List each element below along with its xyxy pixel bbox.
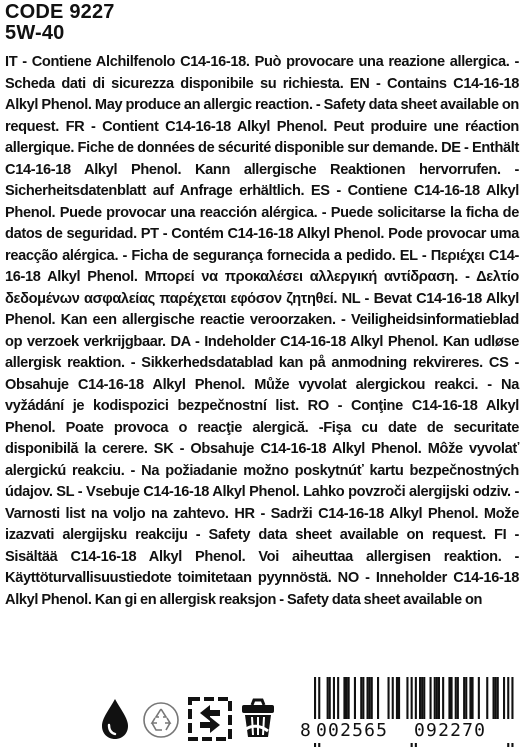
barcode-bar [333,677,335,721]
waste-bin-icon [238,697,278,746]
packaging-recycle-icon [188,697,232,746]
barcode-bar [421,677,423,721]
barcode-bar [455,677,457,721]
barcode-bar [434,677,436,721]
barcode-bar [472,677,474,721]
barcode-bar [348,677,350,721]
barcode-bar [369,677,371,721]
barcode-bar [486,677,488,721]
oil-drop-icon [98,697,132,746]
barcode-bar [406,677,408,721]
recycle-icon [142,701,180,744]
multilingual-warning-text: IT - Contiene Alchilfenolo C14-16-18. Può provocare una reazione allergica. - Scheda dati di sicurezza disponibile su richiesta. EN - Contains C14-16-18 Alkyl Phenol. May produce an allergic reaction. - Safety data sheet available on request. FR - Contient C14-16-18 Alkyl Phenol. Peut produire une réaction allergique. Fiche de données de sécurité disponible sur demande. DE - Enthält C14-16-18 Alkyl Phenol. Kann allergische Reaktionen hervorrufen. - Sicherheitsdatenblatt auf Anfrage erhältlich. ES - Contiene C14-16-18 Alkyl Phenol. Puede provocar una reacción alérgica. - Puede solicitarse la ficha de datos de seguridad. PT - Contém C14-16-18 Alkyl Phenol. Pode provocar uma reacção alérgica. - Ficha de segurança fornecida a pedido. EL - Περιέχει C14-16-18 Alkyl Phenol. Μπορεί να προκαλέσει αλλεργική αντίδραση. - Δελτίο δεδομένων ασφαλείας παρέχεται εφόσον ζητηθεί. NL - Bevat C14-16-18 Alkyl Phenol. Kan een allergische reactie veroorzaken. - Veiligheidsinformatieblad op verzoek verkrijgbaar. DA - Indeholder C14-16-18 Alkyl Phenol. Kan udløse allergisk reaktion. - Sikkerhedsdatablad kan på anmodning rekvireres. CS - Obsahuje C14-16-18 Alkyl Phenol. Může vyvolat alergickou reakci. - Na vyžádání je kodispozici bezpečnostní list. RO - Conţine C14-16-18 Alkyl Phenol. Poate provoca o reacţie alergică. -Fişa cu date de securitate disponibilă la cerere. SK - Obsahuje C14-16-18 Alkyl Phenol. Môže vyvolať alergickú reakciu. - Na požiadanie možno poskytnúť kartu bezpečnostných údajov. SL - Vsebuje C14-16-18 Alkyl Phenol. Lahko povzroči alergijski odziv. - Varnosti list na voljo na zahtevo. HR - Sadrži C14-16-18 Alkyl Phenol. Može izazvati alergijsku reakciju - Safety data sheet available on request. FI - Sisältää C14-16-18 Alkyl Phenol. Voi aiheuttaa allergisen reaktion. - Käyttöturvallisuustiedote toimitetaan pyynnöstä. NO - Inneholder C14-16-18 Alkyl Phenol. Kan gi en allergisk reaksjon - Safety data sheet available on [5,54,519,608]
barcode-bar [469,677,471,721]
barcode-bar [337,677,339,721]
barcode-bar [398,677,400,721]
barcode-bar [478,677,480,721]
barcode-digits-right: 092270 [414,720,487,741]
barcode-bar [346,677,348,721]
product-code: CODE 9227 [5,1,115,23]
barcode-bar [423,677,425,721]
barcode-bar [442,677,444,721]
barcode-bar [377,677,379,721]
barcode-bar [362,677,364,721]
barcode-bar [436,677,438,721]
barcode-bar [396,677,398,721]
barcode-bar [327,677,329,721]
barcode-bar [448,677,450,721]
barcode-bar [493,677,495,721]
barcode-digit-first: 8 [300,720,313,741]
barcode-digits [300,719,520,743]
viscosity-grade: 5W-40 [5,22,65,44]
barcode-bar [451,677,453,721]
barcode-bar [367,677,369,721]
barcode-bar [465,677,467,721]
barcode-bar [438,677,440,721]
barcode-bar [360,677,362,721]
barcode-bar [329,677,331,721]
barcode-bar [497,677,499,721]
barcode-bar [503,677,505,721]
barcode-digits-left: 002565 [316,720,389,741]
barcode-bar [463,677,465,721]
barcode-bar [457,677,459,721]
barcode-bar [430,677,432,721]
barcode-bar [388,677,390,721]
barcode-bar [495,677,497,721]
barcode-bar [392,677,394,721]
barcode-bar [354,677,356,721]
barcode-bar [371,677,373,721]
barcode-bar [419,677,421,721]
barcode-bar [343,677,345,721]
product-header [5,2,115,44]
